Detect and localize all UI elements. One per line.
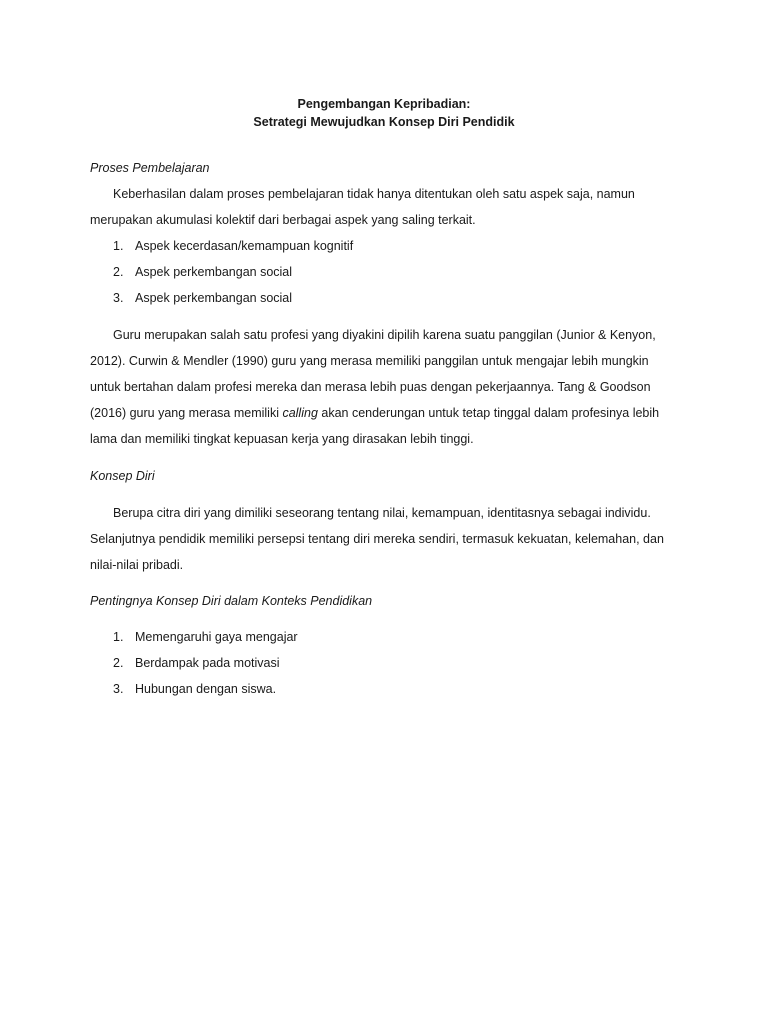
section1-body-paragraph bbox=[90, 322, 680, 452]
document-title bbox=[0, 95, 768, 131]
section-heading-proses-pembelajaran: Proses Pembelajaran bbox=[90, 161, 210, 175]
section3-list bbox=[113, 624, 298, 702]
list-item bbox=[113, 676, 298, 702]
section1-intro-paragraph bbox=[90, 181, 680, 233]
paragraph-text: akan cenderungan untuk tetap tinggal dalam profesinya lebih bbox=[317, 406, 660, 420]
list-number: 1. bbox=[113, 630, 124, 644]
list-number: 1. bbox=[113, 239, 124, 253]
paragraph-line: merupakan akumulasi kolektif dari berbagai aspek yang saling terkait. bbox=[90, 213, 476, 227]
list-item bbox=[113, 259, 353, 285]
paragraph-line bbox=[90, 400, 680, 426]
list-item-text: Aspek kecerdasan/kemampuan kognitif bbox=[135, 239, 354, 253]
list-item-text: Hubungan dengan siswa. bbox=[135, 682, 277, 696]
paragraph-line: untuk bertahan dalam profesi mereka dan merasa lebih puas dengan pekerjaannya. Tang & Goodson bbox=[90, 380, 651, 394]
paragraph-line: lama dan memiliki tingkat kepuasan kerja yang dirasakan lebih tinggi. bbox=[90, 432, 474, 446]
list-item bbox=[113, 285, 353, 311]
title-line-2: Setrategi Mewujudkan Konsep Diri Pendidik bbox=[253, 115, 515, 129]
emphasis-text: calling bbox=[282, 406, 318, 420]
paragraph-line: Guru merupakan salah satu profesi yang diyakini dipilih karena suatu panggilan (Junior & Kenyon, bbox=[113, 328, 656, 342]
list-item bbox=[113, 624, 298, 650]
list-item-text: Aspek perkembangan social bbox=[135, 265, 293, 279]
paragraph-line: Keberhasilan dalam proses pembelajaran tidak hanya ditentukan oleh satu aspek saja, namun bbox=[113, 187, 635, 201]
list-item-text: Aspek perkembangan social bbox=[135, 291, 293, 305]
paragraph-line: Selanjutnya pendidik memiliki persepsi tentang diri mereka sendiri, termasuk kekuatan, kelemahan, dan bbox=[90, 532, 664, 546]
title-line-1: Pengembangan Kepribadian: bbox=[297, 97, 471, 111]
paragraph-text: (2016) guru yang merasa memiliki bbox=[90, 406, 283, 420]
paragraph-line: 2012). Curwin & Mendler (1990) guru yang merasa memiliki panggilan untuk mengajar lebih mungkin bbox=[90, 354, 649, 368]
list-number: 2. bbox=[113, 265, 124, 279]
list-item-text: Memengaruhi gaya mengajar bbox=[135, 630, 298, 644]
paragraph-line: nilai-nilai pribadi. bbox=[90, 558, 184, 572]
list-item bbox=[113, 650, 298, 676]
paragraph-line: Berupa citra diri yang dimiliki seseorang tentang nilai, kemampuan, identitasnya sebagai individu. bbox=[113, 506, 651, 520]
section2-paragraph bbox=[90, 500, 680, 578]
section1-list bbox=[113, 233, 353, 311]
list-item-text: Berdampak pada motivasi bbox=[135, 656, 280, 670]
section-heading-pentingnya-konsep-diri: Pentingnya Konsep Diri dalam Konteks Pendidikan bbox=[90, 594, 373, 608]
list-number: 3. bbox=[113, 682, 124, 696]
list-item bbox=[113, 233, 353, 259]
list-number: 2. bbox=[113, 656, 124, 670]
section-heading-konsep-diri: Konsep Diri bbox=[90, 469, 155, 483]
list-number: 3. bbox=[113, 291, 124, 305]
